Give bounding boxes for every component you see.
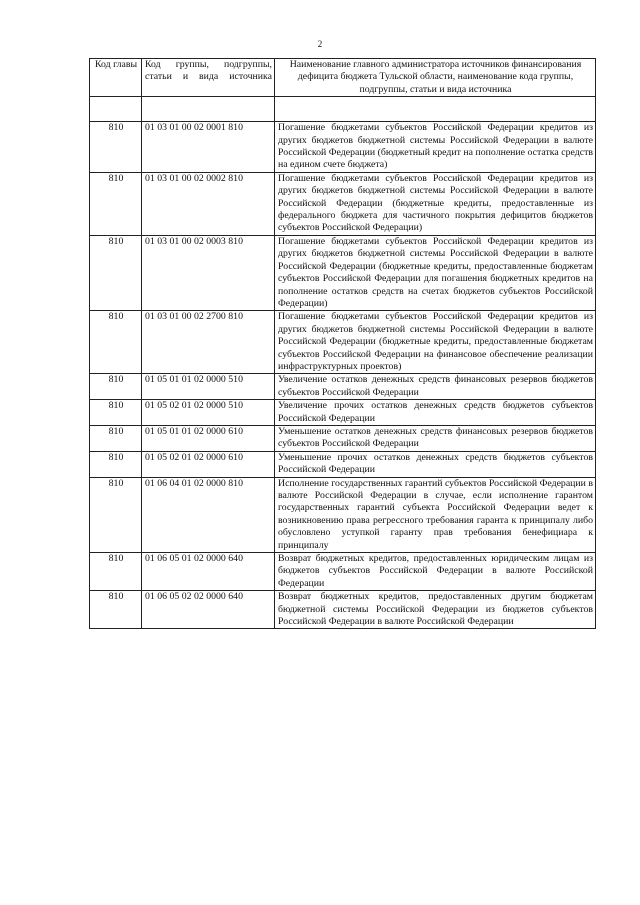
chapter-code-cell: 810 bbox=[90, 591, 142, 629]
source-code-cell: 01 03 01 00 02 0002 810 bbox=[142, 172, 275, 235]
source-code-cell: 01 03 01 00 02 0001 810 bbox=[142, 122, 275, 173]
source-name-cell: Уменьшение остатков денежных средств финансовых резервов бюджетов субъектов Российской Федерации bbox=[275, 425, 596, 451]
chapter-code-cell: 810 bbox=[90, 235, 142, 310]
source-name-cell: Возврат бюджетных кредитов, предоставленных другим бюджетам бюджетной системы Российской Федерации из бюджетов субъектов Российской Федерации в валюте Российской Федерации bbox=[275, 591, 596, 629]
chapter-code-cell: 810 bbox=[90, 400, 142, 426]
chapter-code-cell: 810 bbox=[90, 451, 142, 477]
table-row bbox=[90, 425, 596, 451]
chapter-code-cell: 810 bbox=[90, 172, 142, 235]
table-row bbox=[90, 311, 596, 374]
source-code-cell: 01 06 04 01 02 0000 810 bbox=[142, 477, 275, 552]
source-name-cell: Уменьшение прочих остатков денежных средств бюджетов субъектов Российской Федерации bbox=[275, 451, 596, 477]
table-row bbox=[90, 400, 596, 426]
table-row bbox=[90, 172, 596, 235]
source-code-cell: 01 03 01 00 02 2700 810 bbox=[142, 311, 275, 374]
table-row bbox=[90, 477, 596, 552]
table-row bbox=[90, 591, 596, 629]
spacer-cell bbox=[142, 97, 275, 122]
source-code-cell: 01 05 02 01 02 0000 610 bbox=[142, 451, 275, 477]
source-name-cell: Погашение бюджетами субъектов Российской Федерации кредитов из других бюджетов бюджетной системы Российской Федерации в валюте Российской Федерации (бюджетный кредит на пополнение остатка средств на едином счете бюджета) bbox=[275, 122, 596, 173]
source-code-cell: 01 05 01 01 02 0000 510 bbox=[142, 374, 275, 400]
header-chapter-code: Код главы bbox=[90, 59, 142, 97]
source-code-cell: 01 05 02 01 02 0000 510 bbox=[142, 400, 275, 426]
source-name-cell: Погашение бюджетами субъектов Российской Федерации кредитов из других бюджетов бюджетной системы Российской Федерации в валюте Российской Федерации (бюджетные кредиты, предоставленные бюджетам субъектов Российской Федерации на финансовое обеспечение реализации инфраструктурных проектов) bbox=[275, 311, 596, 374]
table-row bbox=[90, 374, 596, 400]
chapter-code-cell: 810 bbox=[90, 553, 142, 591]
source-name-cell: Исполнение государственных гарантий субъектов Российской Федерации в валюте Российской Федерации в случае, если исполнение гарантом государственных гарантий субъекта Российской Федерации ведет к возникновению права регрессного требования гаранта к принципалу либо обусловлено уступкой гаранту прав требования бенефициара к принципалу bbox=[275, 477, 596, 552]
source-name-cell: Возврат бюджетных кредитов, предоставленных юридическим лицам из бюджетов субъектов Российской Федерации в валюте Российской Федерации bbox=[275, 553, 596, 591]
chapter-code-cell: 810 bbox=[90, 425, 142, 451]
table-row bbox=[90, 451, 596, 477]
source-name-cell: Увеличение прочих остатков денежных средств бюджетов субъектов Российской Федерации bbox=[275, 400, 596, 426]
source-name-cell: Увеличение остатков денежных средств финансовых резервов бюджетов субъектов Российской Федерации bbox=[275, 374, 596, 400]
sources-table bbox=[89, 58, 596, 629]
header-spacer-row bbox=[90, 97, 596, 122]
source-code-cell: 01 05 01 01 02 0000 610 bbox=[142, 425, 275, 451]
table-row bbox=[90, 122, 596, 173]
table-row bbox=[90, 553, 596, 591]
chapter-code-cell: 810 bbox=[90, 374, 142, 400]
source-code-cell: 01 03 01 00 02 0003 810 bbox=[142, 235, 275, 310]
chapter-code-cell: 810 bbox=[90, 477, 142, 552]
spacer-cell bbox=[275, 97, 596, 122]
page-number: 2 bbox=[317, 39, 323, 49]
source-code-cell: 01 06 05 02 02 0000 640 bbox=[142, 591, 275, 629]
header-source-code: Код группы, подгруппы, статьи и вида источника bbox=[142, 59, 275, 97]
table-header-row bbox=[90, 59, 596, 97]
spacer-cell bbox=[90, 97, 142, 122]
table-row bbox=[90, 235, 596, 310]
source-name-cell: Погашение бюджетами субъектов Российской Федерации кредитов из других бюджетов бюджетной системы Российской Федерации в валюте Российской Федерации (бюджетные кредиты, предоставленные из федерального бюджета для частичного покрытия дефицитов бюджетов субъектов Российской Федерации) bbox=[275, 172, 596, 235]
source-code-cell: 01 06 05 01 02 0000 640 bbox=[142, 553, 275, 591]
source-name-cell: Погашение бюджетами субъектов Российской Федерации кредитов из других бюджетов бюджетной системы Российской Федерации в валюте Российской Федерации (бюджетные кредиты, предоставленные бюджетам субъектов Российской Федерации для погашения бюджетных кредитов на пополнение остатков средств на счетах бюджетов субъектов Российской Федерации) bbox=[275, 235, 596, 310]
chapter-code-cell: 810 bbox=[90, 122, 142, 173]
chapter-code-cell: 810 bbox=[90, 311, 142, 374]
header-source-name: Наименование главного администратора источников финансирования дефицита бюджета Тульской области, наименование кода группы, подгруппы, статьи и вида источника bbox=[275, 59, 596, 97]
